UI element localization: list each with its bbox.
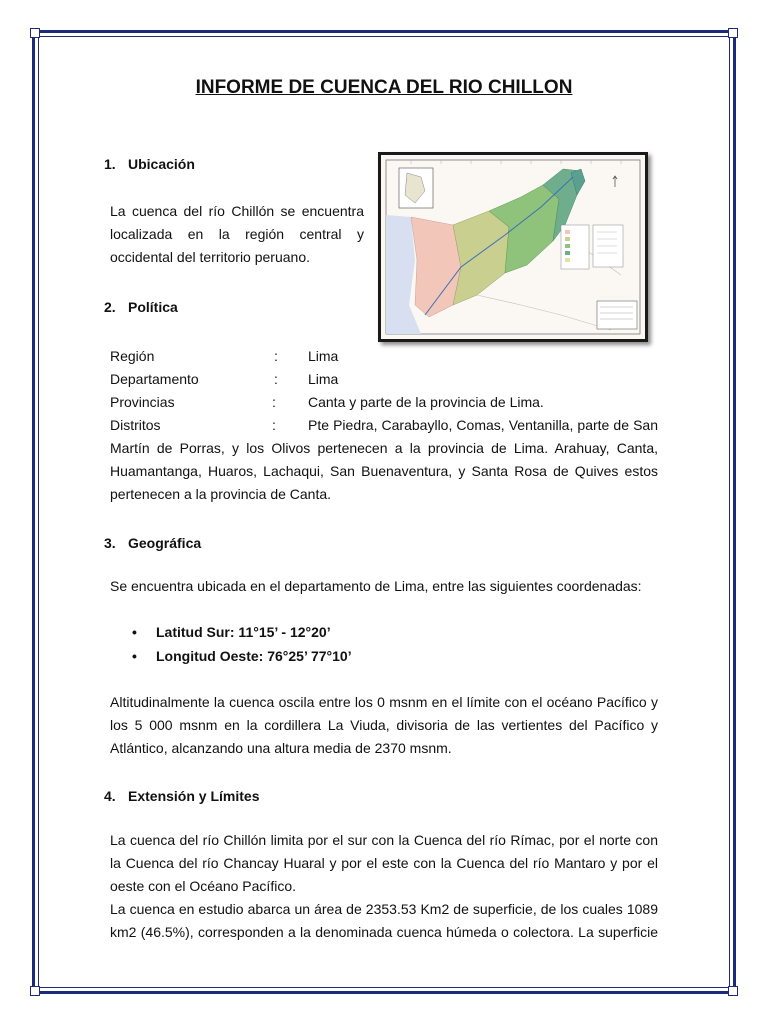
row-separator: :: [274, 348, 278, 364]
row-value: Canta y parte de la provincia de Lima.: [308, 394, 544, 410]
row-label: Distritos: [110, 417, 161, 433]
section-number: 1.: [104, 156, 116, 172]
paragraph-line: Martín de Porras, y los Olivos pertenecen a la provincia de Lima. Arahuay, Canta,: [110, 440, 658, 456]
border-corner-ornament: [728, 986, 738, 996]
section-number: 2.: [104, 299, 116, 315]
basin-map-graphic: [381, 155, 645, 339]
paragraph-line: localizada en la región central y: [110, 226, 364, 242]
row-label: Región: [110, 348, 155, 364]
paragraph-line: La cuenca en estudio abarca un área de 2353.53 Km2 de superficie, de los cuales 1089: [110, 901, 658, 917]
border-corner-ornament: [30, 28, 40, 38]
paragraph-line: km2 (46.5%), corresponden a la denominada cuenca húmeda o colectora. La superficie: [110, 924, 658, 940]
bullet-longitud: [132, 645, 352, 668]
section-title: Geográfica: [128, 535, 202, 551]
row-value: Pte Piedra, Carabayllo, Comas, Ventanilla, parte de San: [308, 417, 658, 433]
politica-row-region: [110, 345, 658, 368]
row-separator: :: [274, 371, 278, 387]
border-corner-ornament: [728, 28, 738, 38]
border-corner-ornament: [30, 986, 40, 996]
map-title-block: [597, 301, 637, 329]
paragraph-line: oeste con el Océano Pacífico.: [110, 878, 296, 894]
paragraph-line: occidental del territorio peruano.: [110, 249, 311, 265]
section-title: Ubicación: [128, 156, 195, 172]
section-number: 3.: [104, 535, 116, 551]
bullet-marker: •: [132, 624, 137, 640]
altitud-paragraph: [110, 691, 658, 760]
basin-map-image: [378, 152, 648, 342]
section-heading-politica: [104, 299, 178, 315]
section-title: Política: [128, 299, 178, 315]
politica-row-departamento: [110, 368, 658, 391]
section-title: Extensión y Límites: [128, 788, 260, 804]
politica-row-distritos: [110, 414, 658, 437]
row-separator: :: [272, 417, 276, 433]
bullet-latitud: [132, 621, 331, 644]
extension-paragraph: [110, 829, 658, 944]
row-value: Lima: [308, 371, 339, 387]
geografica-intro: Se encuentra ubicada en el departamento de Lima, entre las siguientes coordenadas:: [110, 578, 642, 594]
paragraph-line: Altitudinalmente la cuenca oscila entre los 0 msnm en el límite con el océano Pacífico y: [110, 694, 658, 710]
row-separator: :: [272, 394, 276, 410]
bullet-marker: •: [132, 648, 137, 664]
row-label: Provincias: [110, 394, 175, 410]
paragraph-line: pertenecen a la provincia de Canta.: [110, 486, 332, 502]
section-number: 4.: [104, 788, 116, 804]
bullet-text: Latitud Sur: 11°15’ - 12°20’: [156, 624, 331, 640]
paragraph-line: los 5 000 msnm en la cordillera La Viuda, divisoria de las vertientes del Pacífico y: [110, 717, 658, 733]
paragraph-line: la Cuenca del río Chancay Huaral y por el este con la Cuenca del río Mantaro y por el: [110, 855, 658, 871]
row-value: Lima: [308, 348, 339, 364]
section-heading-ubicacion: [104, 156, 195, 172]
section-heading-geografica: [104, 535, 201, 551]
paragraph-line: La cuenca del río Chillón limita por el sur con la Cuenca del río Rímac, por el norte con: [110, 832, 658, 848]
paragraph-line: La cuenca del río Chillón se encuentra: [110, 203, 364, 219]
paragraph-line: Atlántico, alcanzando una altura media de 2370 msnm.: [110, 740, 452, 756]
ubicacion-paragraph: [110, 200, 364, 269]
row-label: Departamento: [110, 371, 199, 387]
politica-row-provincias: [110, 391, 658, 414]
document-title: INFORME DE CUENCA DEL RIO CHILLON: [195, 77, 573, 98]
distritos-continuation: [110, 437, 658, 506]
bullet-text: Longitud Oeste: 76°25’ 77°10’: [156, 648, 352, 664]
section-heading-extension: [104, 788, 259, 804]
paragraph-line: Huamantanga, Huaros, Lachaqui, San Buenaventura, y Santa Rosa de Quives estos: [110, 463, 658, 479]
